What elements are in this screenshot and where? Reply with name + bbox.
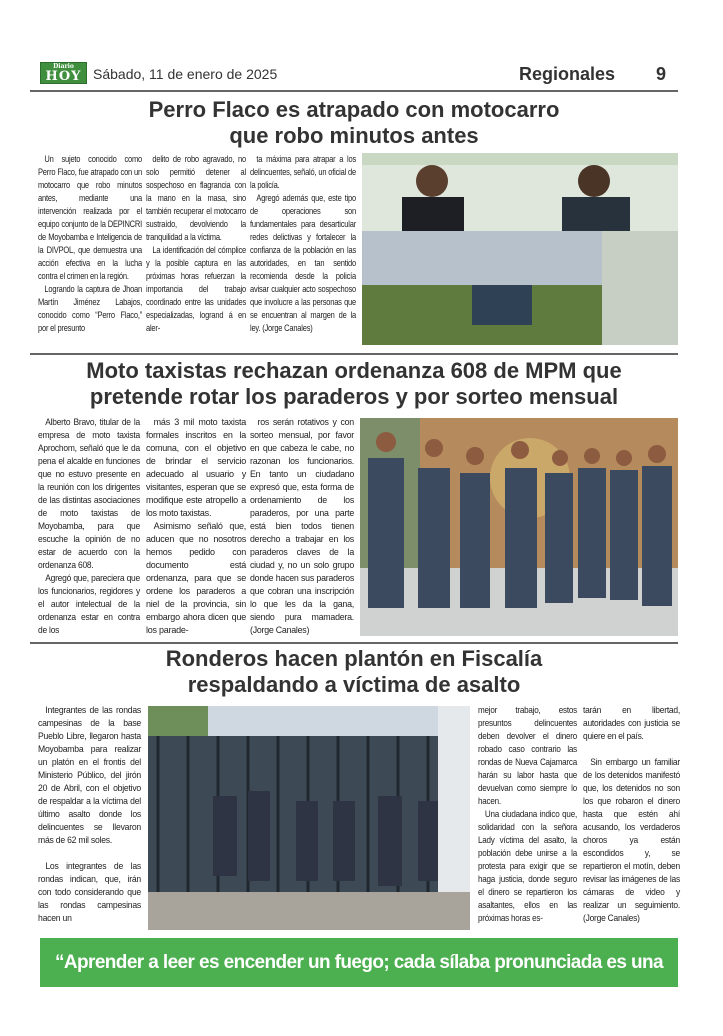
article-1-photo xyxy=(362,153,678,345)
article-3-photo xyxy=(148,706,470,930)
paragraph: Alberto Bravo, titular de la empresa de moto taxista Aprochom, señaló que le da pena el alcalde en funciones que no estuvo presente en la reunión con los dirigentes de las distintas asociaciones de moto taxistas de Moyobamba, para que escuche la opinión de no estar de acuerdo con la ordenanza 608. xyxy=(38,416,140,570)
headline-line: respaldando a víctima de asalto xyxy=(187,672,521,697)
paragraph: tarán en libertad, autoridades con justicia se quiere en el país. xyxy=(583,704,680,741)
article-2-column-2 xyxy=(146,415,246,636)
headline-line: Ronderos hacen plantón en Fiscalía xyxy=(165,646,543,671)
article-2-headline xyxy=(30,358,678,410)
divider xyxy=(30,353,678,355)
article-1-column-3 xyxy=(250,152,356,334)
article-3-column-1 xyxy=(38,703,141,924)
article-2-photo xyxy=(360,418,678,636)
paragraph: Agregó además que, este tipo de operaciones son fundamentales para desarticular redes delictivas y fortalecer la confianza de la población en las autoridades, en tan sentido recomienda desde la policía avisar cualquier acto sospechoso que involucre a las personas que se encuentran al margen de la ley. (Jorge Canales) xyxy=(250,192,356,333)
issue-date: Sábado, 11 de enero de 2025 xyxy=(93,66,278,82)
section-name: Regionales xyxy=(519,64,616,84)
article-3-column-4 xyxy=(583,703,680,924)
headline-line: Perro Flaco es atrapado con motocarro xyxy=(148,97,560,122)
divider xyxy=(30,90,678,92)
divider xyxy=(30,642,678,644)
paragraph: más 3 mil moto taxista formales inscritos en la comuna, con el objetivo de brindar el servicio adecuado al usuario y visitantes, esperan que se modifique este atropello a los moto taxistas. xyxy=(146,416,246,518)
paragraph: ros serán rotativos y con sorteo mensual, por favor en que cabeza le cabe, no razonan los funcionarios. En tanto un ciudadano expresó que, esta forma de ordenamiento de los paraderos, por una parte está bien todos tienen derecho a trabajar en los paraderos claves de la ciudad y, no un solo grupo donde hacen sus paraderos que cobran una inscripción lo que les da la gana, siendo pura mamadera. (Jorge Canales) xyxy=(250,416,354,635)
headline-line: pretende rotar los paraderos y por sorteo mensual xyxy=(89,384,619,409)
paragraph: Logrando la captura de Jhoan Martín Jiménez Labajos, conocido como “Perro Flaco,” por el presunto xyxy=(38,283,142,333)
article-3-headline xyxy=(30,646,678,698)
paragraph: Un sujeto conocido como Perro Flaco, fue atrapado con un motocarro que robo minutos antes, mediante una intervención realizada por el equipo conjunto de la DEPINCRI de Moyobamba e Inteligencia de la DIVPOL, que demuestra una acción efectiva en la lucha contra el crimen en la región. xyxy=(38,153,142,281)
paragraph: delito de robo agravado, no solo permitió detener al sospechoso en flagrancia con la mano en la masa, sino también recuperar el motocarro sustraído, devolviendo la tranquilidad a la víctima. xyxy=(146,153,246,242)
paragraph: Integrantes de las rondas campesinas de la base Pueblo Libre, llegaron hasta Moyobamba para realizar un platón en el frontis del Ministerio Público, del jirón 20 de Abril, con el objetivo de respaldar a la víctima del último asalto donde los delincuentes se llevaron más de 62 mil soles. xyxy=(38,704,141,845)
article-3-column-3 xyxy=(478,703,577,924)
paragraph: La identificación del cómplice y la posible captura en las próximas horas refuerzan la importancia del trabajo coordinado entre las unidades especializadas, logrand á en aler- xyxy=(146,244,246,333)
page-number: 9 xyxy=(656,64,667,84)
paragraph: Una ciudadana indico que, solidaridad con la señora Lady víctima del asalto, la población debe unirse a la protesta para exigir que se haga justicia, donde seguro el dinero se repartieron los asaltantes, ellos en las próximas horas es- xyxy=(478,808,577,923)
article-2-column-3 xyxy=(250,415,354,636)
paragraph: ta máxima para atrapar a los delincuentes, señaló, un oficial de la policía. xyxy=(250,153,356,190)
headline-line: que robo minutos antes xyxy=(229,123,479,148)
logo-top-text: Diario xyxy=(53,63,74,70)
article-2-column-1 xyxy=(38,415,140,636)
headline-line: Moto taxistas rechazan ordenanza 608 de MPM que xyxy=(86,358,622,383)
paragraph: Los integrantes de las rondas indican, que, irán con todo considerando que las rondas campesinas hacen un xyxy=(38,860,141,923)
newspaper-logo xyxy=(40,62,87,84)
paragraph: Sin embargo un familiar de los detenidos manifestó que, los detenidos no son los que robaron el dinero hasta que estén ahí acusando, los verdaderos choros ya están escondidos y, se repartieron el motín, deben revisar las imágenes de las cámaras de video y realizar un seguimiento. (Jorge Canales) xyxy=(583,756,680,923)
article-1-column-1 xyxy=(38,152,142,334)
paragraph: Agregó que, pareciera que los funcionarios, regidores y el autor intelectual de la ordenanza estar en contra de los xyxy=(38,572,140,635)
article-1-column-2 xyxy=(146,152,246,334)
logo-main-text: HOY xyxy=(45,69,82,84)
quote-banner: “Aprender a leer es encender un fuego; cada sílaba pronunciada es una chispa”. xyxy=(40,938,678,987)
paragraph: Asimismo señaló que, aducen que no nosotros hemos pedido con documento está ordenanza, para que se ordene los paraderos a niel de la provincia, sin embargo ahora dicen que los parade- xyxy=(146,520,246,635)
article-1-headline xyxy=(30,97,678,149)
paragraph: mejor trabajo, estos presuntos delincuentes deben devolver el dinero robado caso contrario las rondas de Nueva Cajamarca harán su labor hasta que devuelvan como siempre lo hacen. xyxy=(478,704,577,806)
